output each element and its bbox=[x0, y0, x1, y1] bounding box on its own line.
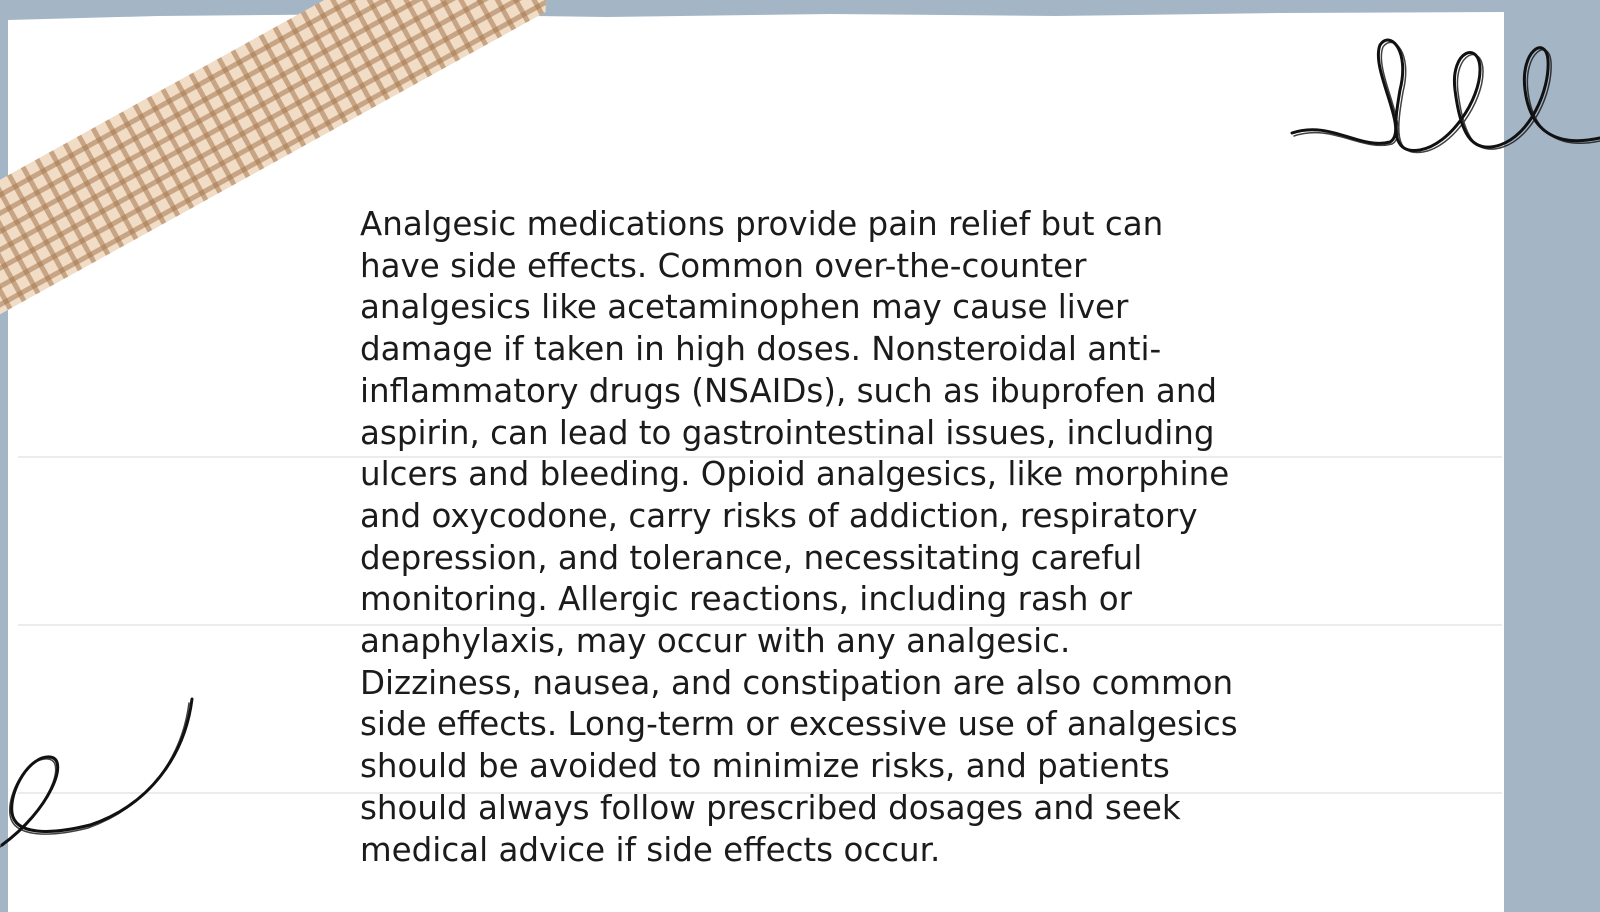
slide-body-text: Analgesic medications provide pain relief but can have side effects. Common over-the-counter analgesics like acetaminophen may cause liver damage if taken in high doses. Nonsteroidal anti-inflammatory drugs (NSAIDs), such as ibuprofen and aspirin, can lead to gastrointestinal issues, including ulcers and bleeding. Opioid analgesics, like morphine and oxycodone, carry risks of addiction, respiratory depression, and tolerance, necessitating careful monitoring. Allergic reactions, including rash or anaphylaxis, may occur with any analgesic. Dizziness, nausea, and constipation are also common side effects. Long-term or excessive use of analgesics should be avoided to minimize risks, and patients should always follow prescribed dosages and seek medical advice if side effects occur. bbox=[360, 205, 1238, 869]
